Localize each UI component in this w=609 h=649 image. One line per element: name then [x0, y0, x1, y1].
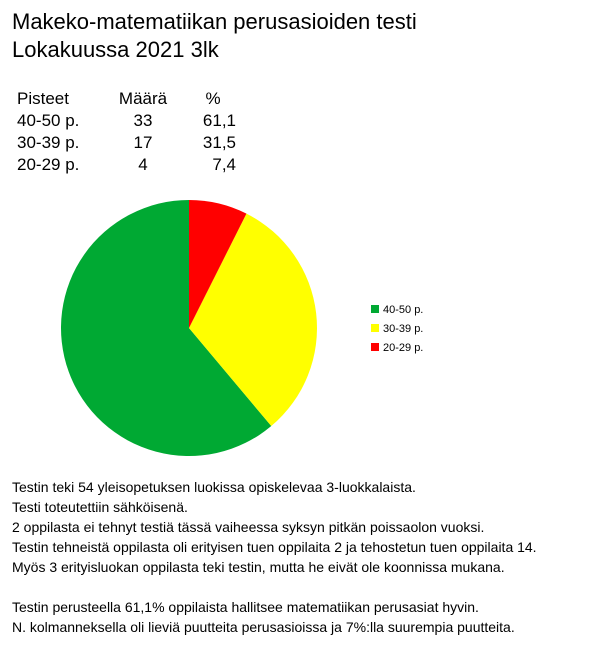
legend-label: 20-29 p.: [383, 342, 424, 354]
note-line: 2 oppilasta ei tehnyt testiä tässä vaiheessa syksyn pitkän poissaolon vuoksi.: [12, 519, 485, 535]
cell-percent: 7,4: [212, 155, 236, 174]
note-line: Testin tehneistä oppilasta oli erityisen tuen oppilaita 2 ja tehostetun tuen oppilaita 14.: [12, 539, 537, 555]
legend-swatch: [371, 324, 379, 332]
header-percent: %: [205, 89, 221, 108]
cell-range: 30-39 p.: [17, 133, 80, 152]
note-line: Testin perusteella 61,1% oppilaista hallitsee matematiikan perusasiat hyvin.: [12, 599, 479, 615]
legend-swatch: [371, 305, 379, 313]
legend-label: 30-39 p.: [383, 323, 424, 335]
note-spacer: [12, 577, 537, 597]
legend-swatch: [371, 343, 379, 351]
legend-label: 40-50 p.: [383, 304, 424, 316]
title-line-2: Lokakuussa 2021 3lk: [12, 37, 219, 62]
cell-percent: 61,1: [202, 111, 236, 130]
cell-count: 4: [138, 155, 148, 174]
notes-block: [12, 477, 537, 637]
legend: [371, 304, 423, 354]
cell-range: 40-50 p.: [17, 111, 80, 130]
note-line: Myös 3 erityisluokan oppilasta teki testin, mutta he eivät ole koonnissa mukana.: [12, 559, 505, 575]
title-line-1: Makeko-matematiikan perusasioiden testi: [12, 9, 417, 34]
header-pisteet: Pisteet: [17, 89, 69, 108]
note-line: N. kolmanneksella oli lieviä puutteita perusasioissa ja 7%:lla suurempia puutteita.: [12, 619, 515, 635]
note-line: Testin teki 54 yleisopetuksen luokissa opiskelevaa 3-luokkalaista.: [12, 479, 416, 495]
header-maara: Määrä: [118, 89, 168, 108]
cell-range: 20-29 p.: [17, 155, 80, 174]
cell-count: 17: [133, 133, 153, 152]
note-line: Testi toteutettiin sähköisenä.: [12, 499, 188, 515]
pie-slices: [61, 200, 317, 456]
cell-percent: 31,5: [202, 133, 236, 152]
cell-count: 33: [133, 111, 153, 130]
